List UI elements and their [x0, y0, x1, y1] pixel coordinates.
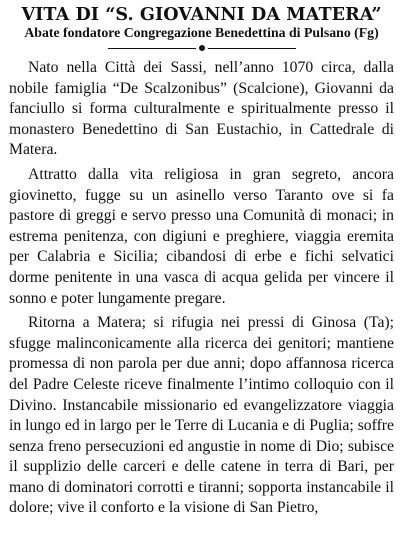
divider-line-right [208, 48, 296, 49]
paragraph-3: Ritorna a Matera; si rifugia nei pressi di Ginosa (Ta); sfugge malinconicamente alla ricerca dei genitori; mantiene promessa di non parola per due anni; dopo affannosa ricerca del Padre Celeste riceve finalmente l’intimo colloquio con il Divino. Instancabile missionario ed evangelizzatore viaggia in lungo ed in largo per le Terre di Lucania e di Puglia; soffre senza freno persecuzioni ed angustie in nome di Dio; subisce il supplizio delle carceri e delle catene in terra di Bari, per mano di dominatori corrotti e tiranni; sopporta instancabile il dolore; vive il conforto e la visione di San Pietro, [9, 314, 394, 517]
ornamental-divider [9, 44, 394, 52]
divider-line-left [108, 48, 196, 49]
page-title: VITA DI “S. GIOVANNI DA MATERA” [21, 4, 382, 25]
bullet-dot-icon [199, 45, 205, 51]
article-body [9, 58, 394, 519]
paragraph-2: Attratto dalla vita religiosa in gran segreto, ancora giovinetto, fugge su un asinello verso Taranto ove si fa pastore di greggi e servo presso una Comunità di monaci; in estrema penitenza, con digiuni e preghiere, viaggia eremita per Calabria e Sicilia; cibandosi di erbe e fichi selvatici dorme penitente in una vasca di acqua gelida per vincere il sonno e poter lungamente pregare. [9, 165, 394, 307]
page-subtitle: Abate fondatore Congregazione Benedettina di Pulsano (Fg) [24, 25, 379, 40]
paragraph-1: Nato nella Città dei Sassi, nell’anno 1070 circa, dalla nobile famiglia “De Scalzonibus” (Scalcione), Giovanni da fanciullo si forma culturalmente e spiritualmente presso il monastero Benedettino di San Eustachio, in Cattedrale di Matera. [9, 59, 394, 159]
